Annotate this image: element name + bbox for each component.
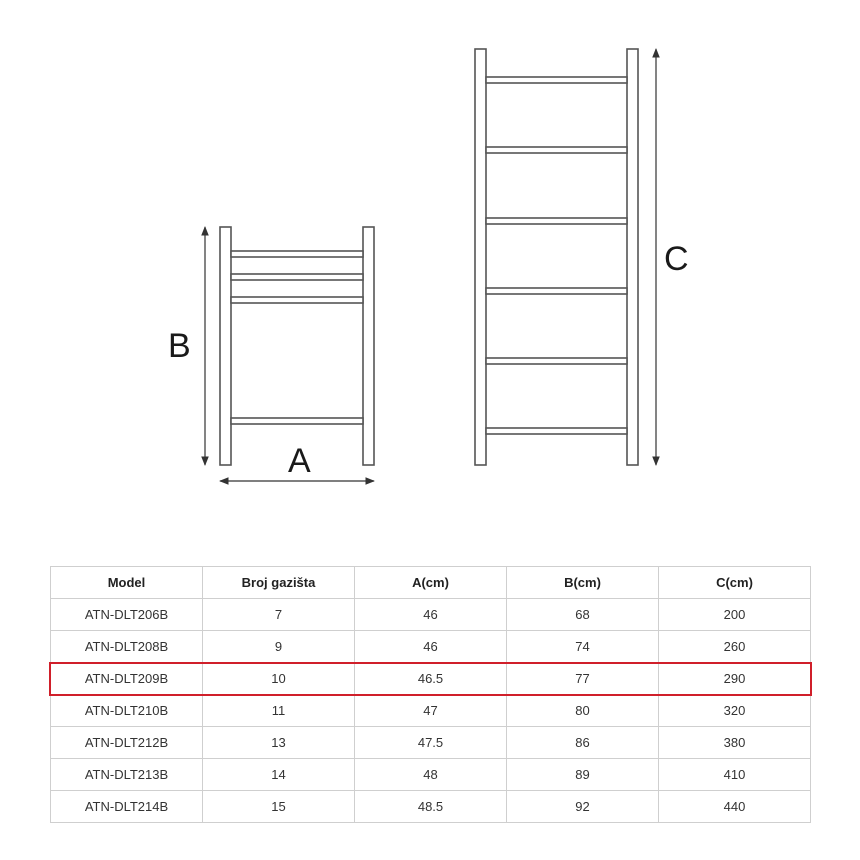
dimension-c-label: C xyxy=(664,240,689,278)
folded-ladder-rung xyxy=(231,251,363,257)
table-row xyxy=(51,727,811,759)
table-row xyxy=(51,631,811,663)
cell-a: 46 xyxy=(355,599,507,631)
folded-ladder-rung xyxy=(231,418,363,424)
cell-a: 47 xyxy=(355,695,507,727)
cell-c: 290 xyxy=(659,663,811,695)
folded-ladder-rung xyxy=(231,274,363,280)
cell-a: 48.5 xyxy=(355,791,507,823)
cell-step-count: 11 xyxy=(203,695,355,727)
folded-ladder-right-rail xyxy=(363,227,374,465)
cell-step-count: 7 xyxy=(203,599,355,631)
cell-step-count: 14 xyxy=(203,759,355,791)
header-step-count: Broj gazišta xyxy=(203,567,355,599)
cell-c: 260 xyxy=(659,631,811,663)
cell-model: ATN-DLT214B xyxy=(51,791,203,823)
cell-b: 77 xyxy=(507,663,659,695)
cell-a: 47.5 xyxy=(355,727,507,759)
table-row xyxy=(51,599,811,631)
folded-ladder-left-rail xyxy=(220,227,231,465)
cell-step-count: 13 xyxy=(203,727,355,759)
table-row-highlighted xyxy=(51,663,811,695)
table-row xyxy=(51,759,811,791)
extended-ladder xyxy=(475,49,638,465)
cell-step-count: 15 xyxy=(203,791,355,823)
cell-model: ATN-DLT209B xyxy=(51,663,203,695)
header-c: C(cm) xyxy=(659,567,811,599)
cell-model: ATN-DLT213B xyxy=(51,759,203,791)
header-b: B(cm) xyxy=(507,567,659,599)
extended-ladder-rung xyxy=(486,358,627,364)
cell-model: ATN-DLT208B xyxy=(51,631,203,663)
cell-model: ATN-DLT212B xyxy=(51,727,203,759)
cell-c: 320 xyxy=(659,695,811,727)
cell-a: 46.5 xyxy=(355,663,507,695)
cell-step-count: 10 xyxy=(203,663,355,695)
table-row xyxy=(51,695,811,727)
extended-ladder-rung xyxy=(486,77,627,83)
extended-ladder-rung xyxy=(486,288,627,294)
cell-c: 200 xyxy=(659,599,811,631)
specifications-table xyxy=(50,566,811,823)
table-header-row xyxy=(51,567,811,599)
header-model: Model xyxy=(51,567,203,599)
extended-ladder-rung xyxy=(486,428,627,434)
cell-c: 380 xyxy=(659,727,811,759)
extended-ladder-right-rail xyxy=(627,49,638,465)
dimension-a-label: A xyxy=(288,442,311,480)
cell-b: 80 xyxy=(507,695,659,727)
extended-ladder-rung xyxy=(486,147,627,153)
extended-ladder-rung xyxy=(486,218,627,224)
cell-a: 46 xyxy=(355,631,507,663)
cell-c: 440 xyxy=(659,791,811,823)
cell-a: 48 xyxy=(355,759,507,791)
cell-b: 74 xyxy=(507,631,659,663)
cell-b: 92 xyxy=(507,791,659,823)
cell-b: 86 xyxy=(507,727,659,759)
folded-ladder xyxy=(220,227,374,465)
header-a: A(cm) xyxy=(355,567,507,599)
cell-step-count: 9 xyxy=(203,631,355,663)
dimension-b-label: B xyxy=(168,327,191,365)
cell-model: ATN-DLT206B xyxy=(51,599,203,631)
folded-ladder-rung xyxy=(231,297,363,303)
cell-c: 410 xyxy=(659,759,811,791)
extended-ladder-left-rail xyxy=(475,49,486,465)
cell-model: ATN-DLT210B xyxy=(51,695,203,727)
table-row xyxy=(51,791,811,823)
cell-b: 68 xyxy=(507,599,659,631)
cell-b: 89 xyxy=(507,759,659,791)
